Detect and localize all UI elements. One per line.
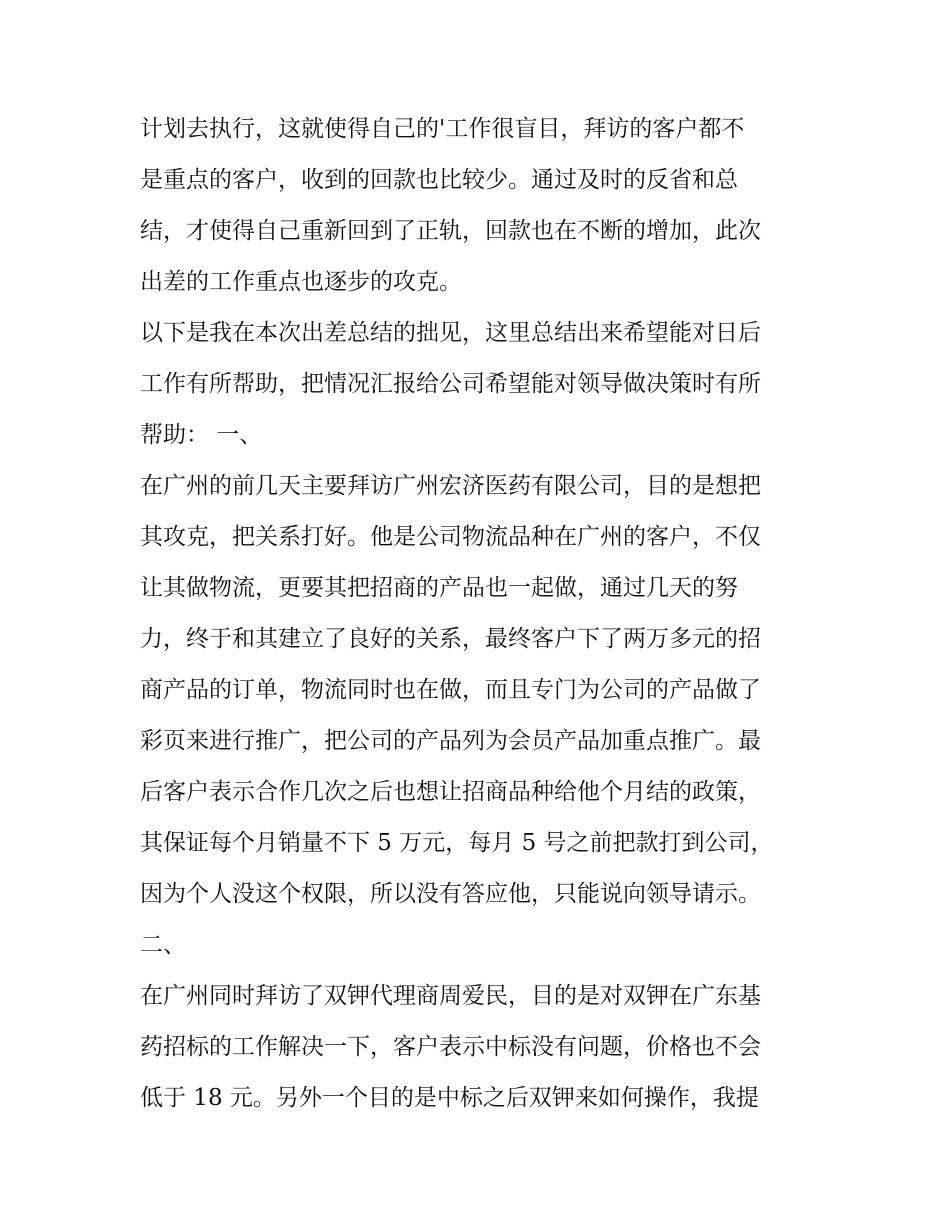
- text-line: 后客户表示合作几次之后也想让招商品种给他个月结的政策，: [140, 779, 761, 805]
- text-line: 帮助： 一、: [140, 422, 263, 448]
- text-line: 工作有所帮助，把情况汇报给公司希望能对领导做决策时有所: [140, 371, 761, 397]
- text-line: 其攻克，把关系打好。他是公司物流品种在广州的客户，不仅: [140, 524, 761, 550]
- text-line: 力，终于和其建立了良好的关系，最终客户下了两万多元的招: [140, 626, 761, 652]
- text-line: 二、: [140, 932, 186, 958]
- text-line: 在广州的前几天主要拜访广州宏济医药有限公司，目的是想把: [140, 473, 761, 499]
- text-line: 结，才使得自己重新回到了正轨，回款也在不断的增加，此次: [140, 218, 761, 244]
- text-line: 计划去执行，这就使得自己的'工作很盲目，拜访的客户都不: [140, 116, 745, 142]
- text-line: 以下是我在本次出差总结的拙见，这里总结出来希望能对日后: [140, 320, 761, 346]
- text-line: 是重点的客户，收到的回款也比较少。通过及时的反省和总: [140, 167, 738, 193]
- text-line: 低于 18 元。另外一个目的是中标之后双钾来如何操作，我提: [140, 1085, 759, 1111]
- text-line: 让其做物流，更要其把招商的产品也一起做，通过几天的努: [140, 575, 738, 601]
- text-line: 因为个人没这个权限，所以没有答应他，只能说向领导请示。: [140, 881, 761, 907]
- text-line: 出差的工作重点也逐步的攻克。: [140, 269, 462, 295]
- text-line: 商产品的订单，物流同时也在做，而且专门为公司的产品做了: [140, 677, 761, 703]
- text-line: 其保证每个月销量不下 5 万元，每月 5 号之前把款打到公司，: [140, 830, 774, 856]
- text-line: 药招标的工作解决一下，客户表示中标没有问题，价格也不会: [140, 1034, 761, 1060]
- document-body: [140, 104, 812, 1124]
- text-line: 彩页来进行推广，把公司的产品列为会员产品加重点推广。最: [140, 728, 761, 754]
- text-line: 在广州同时拜访了双钾代理商周爱民，目的是对双钾在广东基: [140, 983, 761, 1009]
